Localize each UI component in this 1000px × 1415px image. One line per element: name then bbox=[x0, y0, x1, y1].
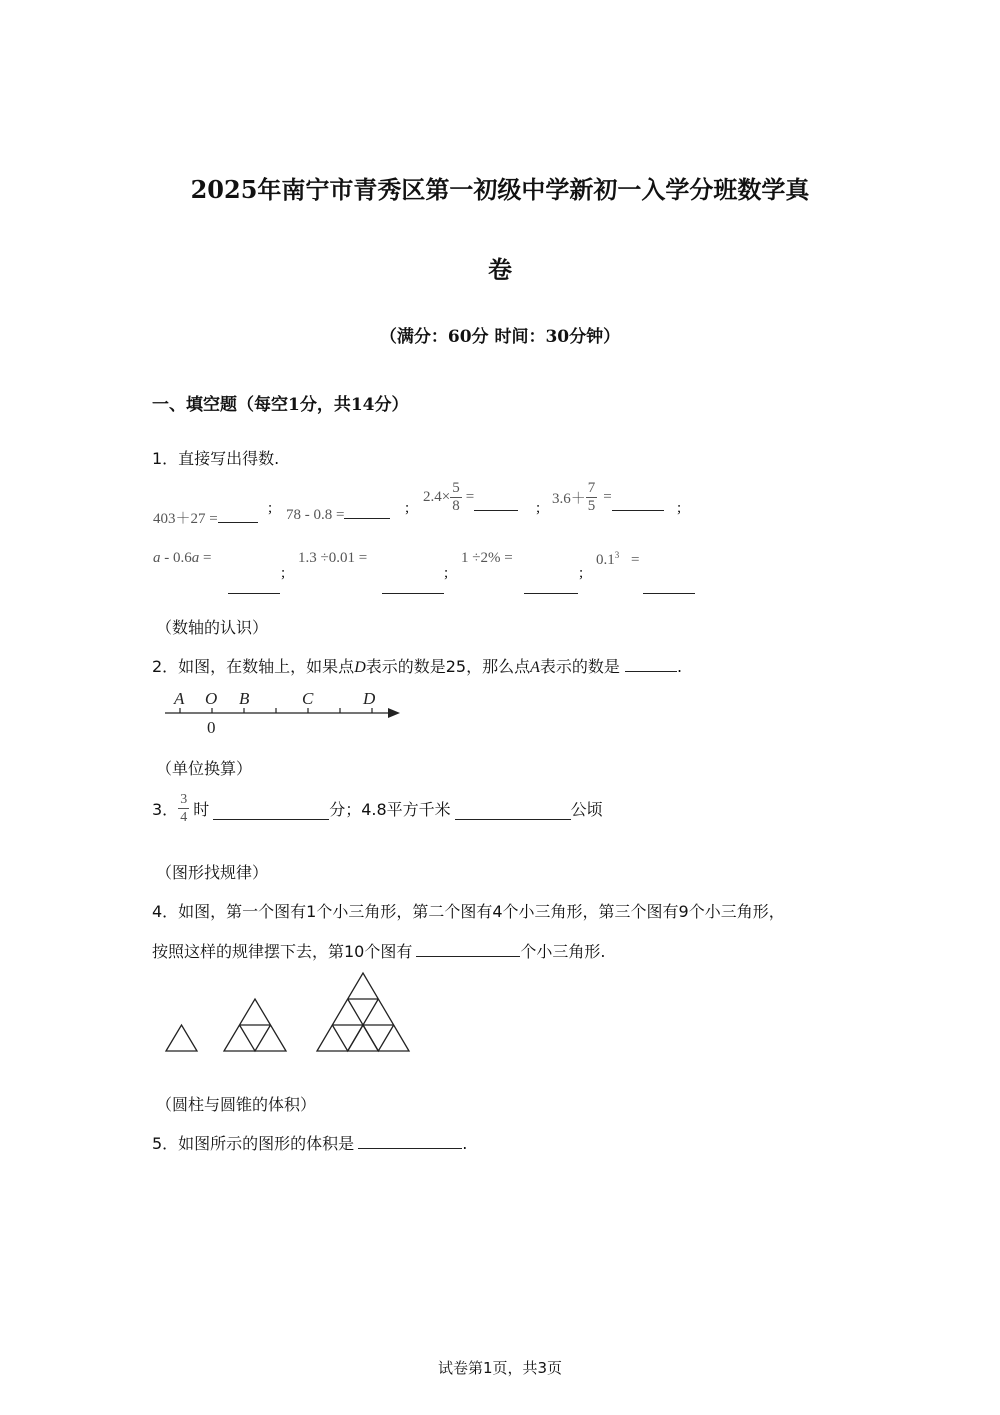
section-heading: 一、填空题（每空1分，共14分） bbox=[152, 395, 409, 415]
triangle-figure-3 bbox=[317, 973, 409, 1051]
q1-expr-6: 1.3 ÷0.01 = bbox=[298, 550, 368, 566]
q4-stem-line2: 按照这样的规律摆下去，第10个图有 个小三角形. bbox=[152, 942, 606, 961]
number-line-figure bbox=[160, 685, 410, 737]
q1-expr-4: 3.6＋ $\frac{7}{5}$ = bbox=[552, 480, 664, 515]
fraction-7-5: $\frac{7}{5}$ bbox=[587, 480, 596, 514]
triangle-figure-1 bbox=[166, 1025, 197, 1051]
q1-answer-blank-6[interactable] bbox=[382, 579, 444, 598]
label-d: D bbox=[363, 689, 376, 708]
page-title-line2: 卷 bbox=[488, 255, 512, 284]
q1-semicolon-7: ; bbox=[579, 565, 584, 581]
fraction-3-4: $\frac{3}{4}$ bbox=[180, 792, 188, 825]
q3-answer-blank-1[interactable] bbox=[213, 818, 329, 820]
q1-semicolon-3: ; bbox=[536, 500, 541, 516]
q3-stem: 3． $\frac{3}{4}$ 时 分；4.8平方千米 公顷 bbox=[152, 792, 603, 825]
q2-stem: 2．如图，在数轴上，如果点D表示的数是25，那么点A表示的数是 . bbox=[152, 657, 683, 676]
q4-stem-line1: 4．如图，第一个图有1个小三角形，第二个图有4个小三角形，第三个图有9个小三角形， bbox=[152, 902, 785, 921]
label-b: B bbox=[239, 689, 250, 708]
topic-tag-cylinder-cone: （圆柱与圆锥的体积） bbox=[156, 1095, 317, 1114]
triangle-pattern-figure bbox=[160, 968, 420, 1056]
topic-tag-number-line: （数轴的认识） bbox=[156, 618, 269, 637]
topic-tag-shape-pattern: （图形找规律） bbox=[156, 863, 269, 882]
q1-stem: 1．直接写出得数. bbox=[152, 449, 280, 468]
q1-expr-5: a - 0.6a = bbox=[153, 550, 212, 566]
number-line-arrow bbox=[388, 708, 400, 718]
q1-answer-blank-8[interactable] bbox=[643, 579, 695, 598]
q5-stem: 5．如图所示的图形的体积是 . bbox=[152, 1134, 468, 1153]
q1-expr-8: $0.1^3$ = bbox=[596, 550, 640, 568]
q1-semicolon-4: ; bbox=[677, 500, 682, 516]
q3-answer-blank-2[interactable] bbox=[455, 818, 571, 820]
q1-answer-blank-5[interactable] bbox=[228, 579, 280, 598]
q1-semicolon-1: ; bbox=[268, 500, 273, 516]
label-a: A bbox=[174, 689, 185, 708]
label-zero: 0 bbox=[207, 718, 216, 737]
q1-semicolon-2: ; bbox=[405, 500, 410, 516]
q1-semicolon-5: ; bbox=[281, 565, 286, 581]
topic-tag-unit-conversion: （单位换算） bbox=[156, 759, 253, 778]
q1-expr-7: 1 ÷2% = bbox=[461, 550, 513, 566]
page-title-line1: 2025年南宁市青秀区第一初级中学新初一入学分班数学真 bbox=[190, 175, 810, 204]
triangle-figure-2 bbox=[224, 999, 286, 1051]
exam-info: （满分：60分 时间：30分钟） bbox=[379, 327, 621, 347]
q1-answer-blank-7[interactable] bbox=[524, 579, 578, 598]
label-o: O bbox=[205, 689, 218, 708]
q1-expr-3: 2.4× $\frac{5}{8}$ = bbox=[423, 480, 518, 515]
q1-expr-1: 403＋27 = bbox=[153, 507, 258, 528]
page-footer: 试卷第1页，共3页 bbox=[437, 1359, 563, 1377]
fraction-5-8: $\frac{5}{8}$ bbox=[452, 480, 460, 514]
label-c: C bbox=[302, 689, 314, 708]
q1-expr-2: 78 - 0.8 = bbox=[286, 507, 390, 524]
q1-semicolon-6: ; bbox=[444, 565, 449, 581]
